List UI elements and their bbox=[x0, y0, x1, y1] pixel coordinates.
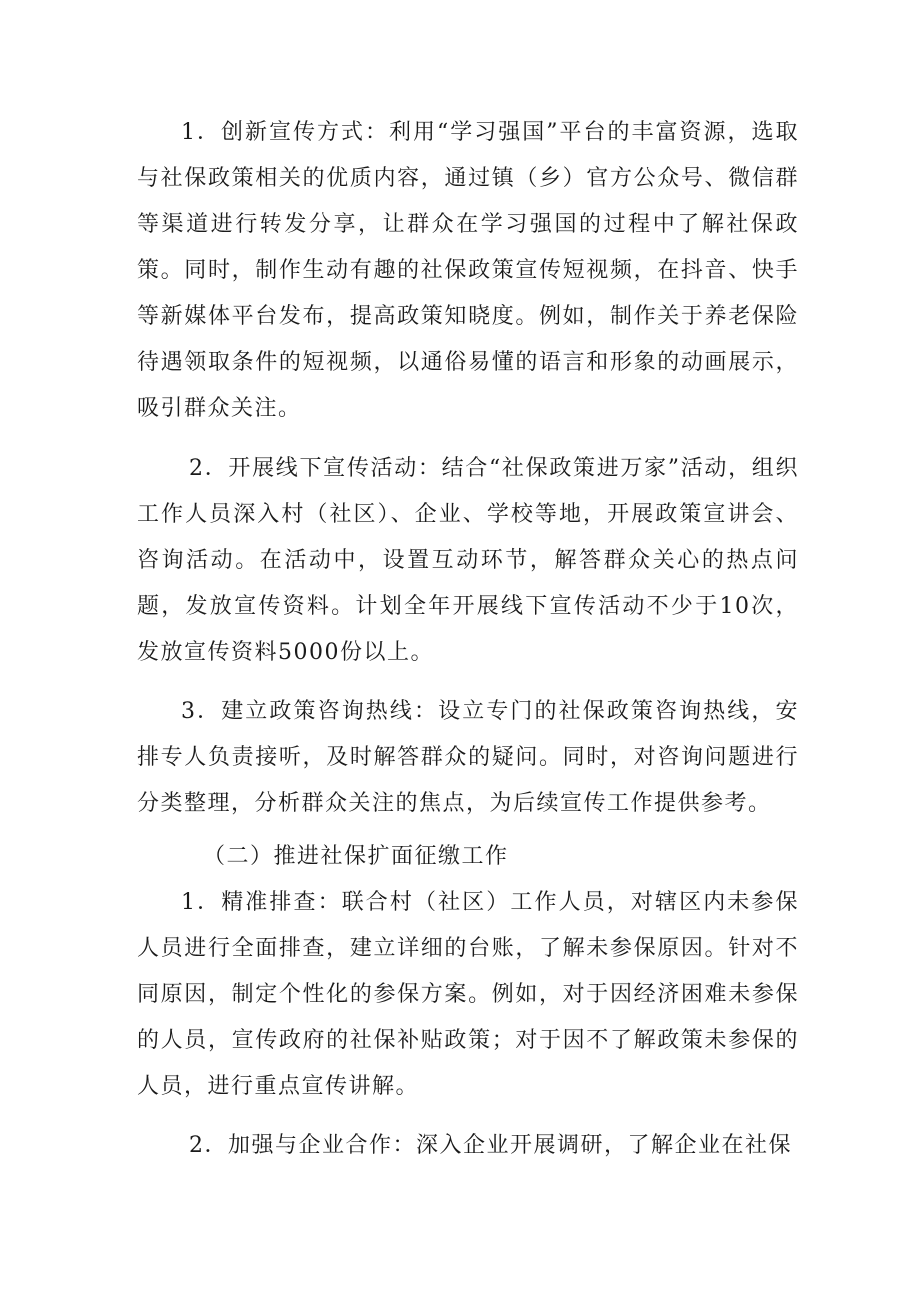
paragraph-enterprise-cooperation: 2．加强与企业合作：深入企业开展调研，了解企业在社保 bbox=[189, 1133, 792, 1158]
section-heading: （二）推进社保扩面征缴工作 bbox=[203, 844, 509, 869]
paragraph-precise-survey: 1．精准排查：联合村（社区）工作人员，对辖区内未参保人员进行全面排查，建立详细的台账，了解未参保原因。针对不同原因，制定个性化的参保方案。例如，对于因经济困难未参保的人员，宣传政府的社保补贴政策；对于因不了解政策未参保的人员，进行重点宣传讲解。 bbox=[137, 890, 799, 1099]
paragraph-offline-activities: 2．开展线下宣传活动：结合“社保政策进万家”活动，组织工作人员深入村（社区）、企业、学校等地，开展政策宣讲会、咨询活动。在活动中，设置互动环节，解答群众关心的热点问题，发放宣传资料。计划全年开展线下宣传活动不少于10次，发放宣传资料5000份以上。 bbox=[137, 456, 799, 665]
paragraph-consult-hotline: 3．建立政策咨询热线：设立专门的社保政策咨询热线，安排专人负责接听，及时解答群众的疑问。同时，对咨询问题进行分类整理，分析群众关注的焦点，为后续宣传工作提供参考。 bbox=[137, 699, 799, 816]
paragraph-innovate-publicity: 1．创新宣传方式：利用“学习强国”平台的丰富资源，选取与社保政策相关的优质内容，通过镇（乡）官方公众号、微信群等渠道进行转发分享，让群众在学习强国的过程中了解社保政策。同时，制作生动有趣的社保政策宣传短视频，在抖音、快手等新媒体平台发布，提高政策知晓度。例如，制作关于养老保险待遇领取条件的短视频，以通俗易懂的语言和形象的动画展示，吸引群众关注。 bbox=[137, 120, 799, 421]
